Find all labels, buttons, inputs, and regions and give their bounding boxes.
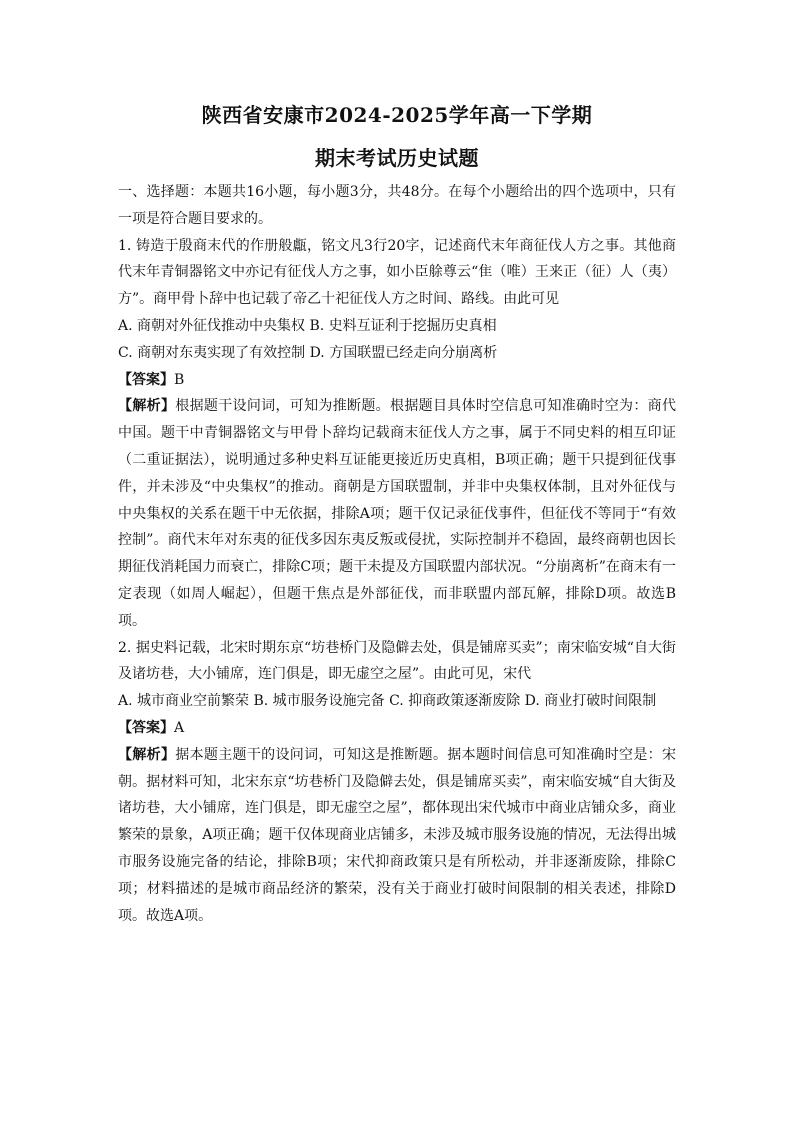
- question-2-options: A. 城市商业空前繁荣 B. 城市服务设施完备 C. 抑商政策逐渐废除 D. 商业打破时间限制: [118, 693, 657, 710]
- question-1-analysis: [118, 393, 676, 634]
- answer-value: A: [174, 719, 185, 736]
- answer-value: B: [174, 371, 185, 388]
- answer-label: 【答案】: [118, 719, 174, 736]
- question-2-analysis: [118, 742, 676, 930]
- section-intro: 一、选择题：本题共16小题，每小题3分，共48分。在每个小题给出的四个选项中，只有一项是符合题目要求的。: [118, 184, 676, 227]
- question-1-answer: [118, 367, 676, 394]
- question-1-stem: 1. 铸造于殷商末代的作册般甗，铭文凡3行20字，记述商代末年商征伐人方之事。其他商代末年青铜器铭文中亦记有征伐人方之事，如小臣艅尊云“隹（唯）王来正（征）人（夷）方”。商甲骨卜辞中也记载了帝乙十祀征伐人方之时间、路线。由此可见: [118, 237, 676, 308]
- question-1-options-ab: A. 商朝对外征伐推动中央集权 B. 史料互证利于挖掘历史真相: [118, 317, 497, 334]
- analysis-text: 据本题主题干的设问词，可知这是推断题。据本题时间信息可知准确时空是：宋朝。据材料可知，北宋东京“坊巷桥门及隐僻去处，俱是铺席买卖”，南宋临安城“自大街及诸坊巷，大小铺席，连门俱是，即无虚空之屋”，都体现出宋代城市中商业店铺众多，商业繁荣的景象，A项正确；题干仅体现商业店铺多，未涉及城市服务设施的情况，无法得出城市服务设施完备的结论，排除B项；宋代抑商政策只是有所松动，并非逐渐废除，排除C项；材料描述的是城市商品经济的繁荣，没有关于商业打破时间限制的相关表述，排除D项。故选A项。: [118, 746, 677, 924]
- question-2-answer: [118, 715, 676, 742]
- analysis-label: 【解析】: [118, 398, 176, 415]
- title-line-2: 期末考试历史试题: [315, 146, 479, 170]
- question-2: [118, 635, 676, 930]
- answer-label: 【答案】: [118, 371, 174, 388]
- title-line-1: 陕西省安康市2024-2025学年高一下学期: [201, 103, 593, 127]
- question-1-options-cd: C. 商朝对东夷实现了有效控制 D. 方国联盟已经走向分崩离析: [118, 344, 498, 361]
- analysis-text: 根据题干设问词，可知为推断题。根据题目具体时空信息可知准确时空为：商代中国。题干中青铜器铭文与甲骨卜辞均记载商末征伐人方之事，属于不同史料的相互印证（二重证据法），说明通过多种史料互证能更接近历史真相，B项正确；题干只提到征伐事件，并未涉及“中央集权”的推动。商朝是方国联盟制，并非中央集权体制，且对外征伐与中央集权的关系在题干中无依据，排除A项；题干仅记录征伐事件，但征伐不等同于“有效控制”。商代末年对东夷的征伐多因东夷反叛或侵扰，实际控制并不稳固，最终商朝也因长期征伐消耗国力而衰亡，排除C项；题干未提及方国联盟内部状况。“分崩离析”在商末有一定表现（如周人崛起），但题干焦点是外部征伐，而非联盟内部瓦解，排除D项。故选B项。: [118, 398, 677, 629]
- question-1: [118, 233, 676, 635]
- question-2-stem: 2. 据史料记载，北宋时期东京“坊巷桥门及隐僻去处，俱是铺席买卖”；南宋临安城“自大街及诸坊巷，大小铺席，连门俱是，即无虚空之屋”。由此可见，宋代: [118, 639, 676, 683]
- analysis-label: 【解析】: [118, 746, 176, 763]
